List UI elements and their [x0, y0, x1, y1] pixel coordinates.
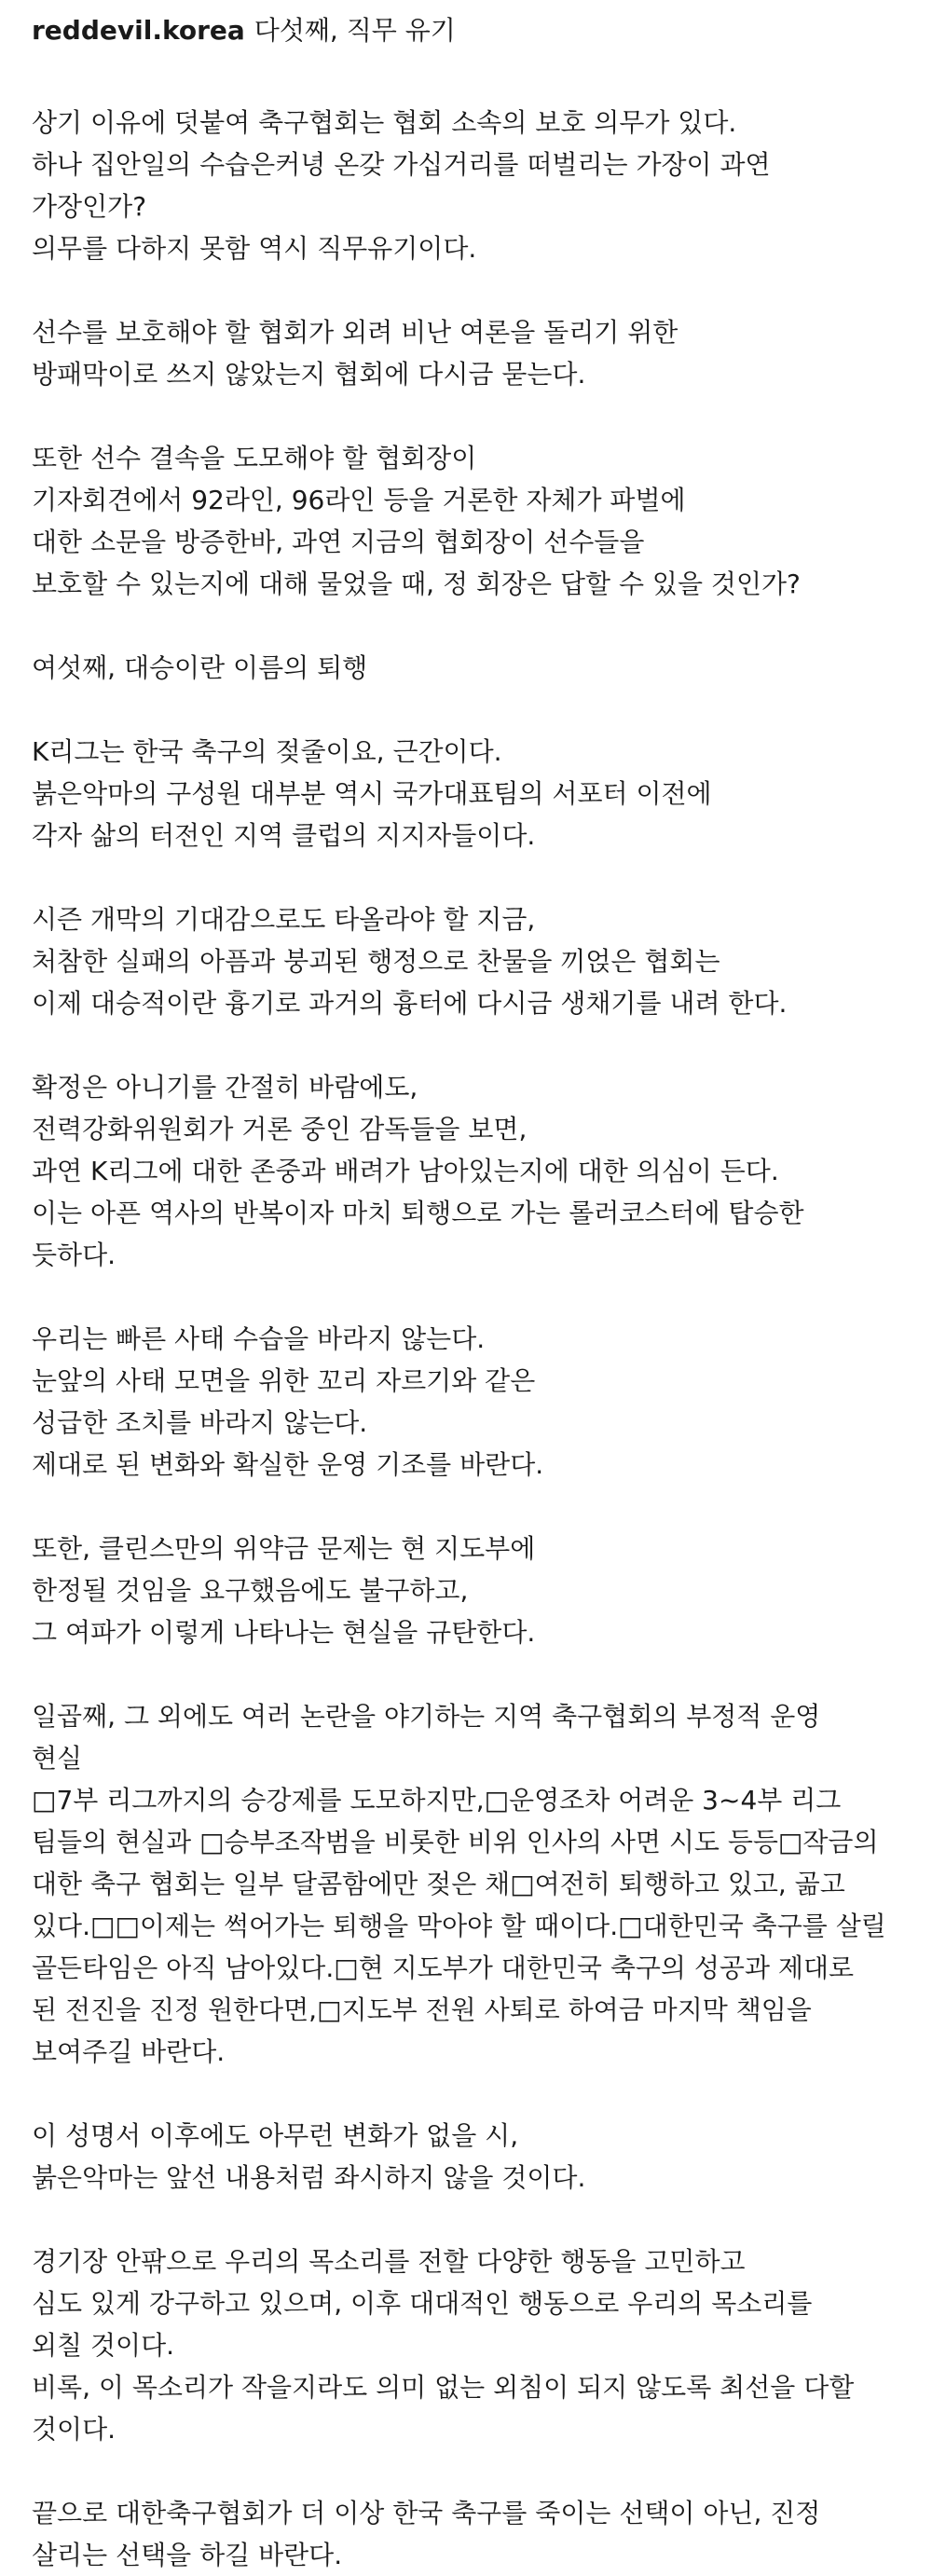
paragraph [32, 60, 910, 269]
paragraph [32, 731, 910, 856]
text-line: 일곱째, 그 외에도 여러 논란을 야기하는 지역 축구협회의 부정적 운영 [32, 1701, 821, 1732]
text-line: 상기 이유에 덧붙여 축구협회는 협회 소속의 보호 의무가 있다. [32, 107, 737, 138]
text-line: 제대로 된 변화와 확실한 운영 기조를 바란다. [32, 1449, 544, 1480]
text-line: 이 성명서 이후에도 아무런 변화가 없을 시, [32, 2120, 519, 2151]
text-line: 있다.□□이제는 썩어가는 퇴행을 막아야 할 때이다.□대한민국 축구를 살릴 [32, 1911, 886, 1941]
text-line: 된 전진을 진정 원한다면,□지도부 전원 사퇴로 하여금 마지막 책임을 [32, 1994, 812, 2025]
text-line: 이제 대승적이란 흉기로 과거의 흉터에 다시금 생채기를 내려 한다. [32, 988, 788, 1019]
text-line: 선수를 보호해야 할 협회가 외려 비난 여론을 돌리기 위한 [32, 317, 678, 348]
paragraph-gap [32, 605, 910, 647]
text-line: 또한 선수 결속을 도모해야 할 협회장이 [32, 443, 477, 473]
paragraph-gap [32, 1276, 910, 1318]
paragraph-gap [32, 2199, 910, 2240]
paragraph [32, 1318, 910, 1486]
paragraph-gap [32, 2450, 910, 2492]
paragraph-gap [32, 395, 910, 437]
text-line: 눈앞의 사태 모면을 위한 꼬리 자르기와 같은 [32, 1365, 536, 1396]
text-line: 살리는 선택을 하길 바란다. [32, 2540, 343, 2570]
text-line: K리그는 한국 축구의 젖줄이요, 근간이다. [32, 736, 502, 767]
author-handle[interactable]: reddevil.korea [32, 14, 245, 46]
post-header [32, 0, 910, 60]
paragraph [32, 2240, 910, 2450]
text-line: 끝으로 대한축구협회가 더 이상 한국 축구를 죽이는 선택이 아닌, 진정 [32, 2498, 821, 2528]
text-line: 듯하다. [32, 1240, 116, 1270]
paragraph [32, 437, 910, 605]
paragraph-gap [32, 1024, 910, 1066]
blank-line [32, 60, 910, 102]
text-line: 심도 있게 강구하고 있으며, 이후 대대적인 행동으로 우리의 목소리를 [32, 2288, 813, 2319]
text-line: 경기장 안팎으로 우리의 목소리를 전할 다양한 행동을 고민하고 [32, 2246, 746, 2277]
text-line: 팀들의 현실과 □승부조작범을 비롯한 비위 인사의 사면 시도 등등□작금의 [32, 1827, 879, 1857]
text-line: 하나 집안일의 수습은커녕 온갖 가십거리를 떠벌리는 가장이 과연 [32, 149, 771, 180]
text-line: 확정은 아니기를 간절히 바람에도, [32, 1072, 418, 1103]
text-line: 여섯째, 대승이란 이름의 퇴행 [32, 652, 368, 683]
text-line: 보호할 수 있는지에 대해 물었을 때, 정 회장은 답할 수 있을 것인가? [32, 569, 801, 599]
text-line: □7부 리그까지의 승강제를 도모하지만,□운영조차 어려운 3~4부 리그 [32, 1785, 842, 1816]
text-line: 보여주길 바란다. [32, 2036, 226, 2067]
paragraph-gap [32, 269, 910, 311]
paragraph [32, 898, 910, 1024]
text-line: 또한, 클린스만의 위약금 문제는 현 지도부에 [32, 1533, 536, 1564]
text-line: 과연 K리그에 대한 존중과 배려가 남아있는지에 대한 의심이 든다. [32, 1156, 779, 1186]
text-line: 외칠 것이다. [32, 2330, 175, 2361]
text-line: 대한 축구 협회는 일부 달콤함에만 젖은 채□여전히 퇴행하고 있고, 곪고 [32, 1869, 845, 1899]
paragraph [32, 2115, 910, 2199]
text-line: 붉은악마의 구성원 대부분 역시 국가대표팀의 서포터 이전에 [32, 778, 712, 809]
text-line: 처참한 실패의 아픔과 붕괴된 행정으로 찬물을 끼얹은 협회는 [32, 946, 720, 977]
paragraph [32, 311, 910, 395]
text-line: 기자회견에서 92라인, 96라인 등을 거론한 자체가 파벌에 [32, 485, 686, 515]
paragraph [32, 1066, 910, 1276]
paragraph [32, 647, 910, 689]
paragraph-gap [32, 1486, 910, 1528]
text-line: 그 여파가 이렇게 나타나는 현실을 규탄한다. [32, 1617, 536, 1648]
text-line: 비록, 이 목소리가 작을지라도 의미 없는 외침이 되지 않도록 최선을 다할 [32, 2372, 855, 2403]
text-line: 한정될 것임을 요구했음에도 불구하고, [32, 1575, 469, 1606]
text-line: 붉은악마는 앞선 내용처럼 좌시하지 않을 것이다. [32, 2162, 586, 2193]
section-title: 다섯째, 직무 유기 [254, 14, 456, 46]
text-line: 가장인가? [32, 191, 147, 222]
post-body [32, 60, 910, 2576]
text-line: 전력강화위원회가 거론 중인 감독들을 보면, [32, 1114, 528, 1144]
text-line: 의무를 다하지 못함 역시 직무유기이다. [32, 233, 477, 264]
paragraph-gap [32, 1653, 910, 1695]
paragraph-gap [32, 856, 910, 898]
paragraph-gap [32, 689, 910, 731]
paragraph [32, 1695, 910, 2073]
text-line: 성급한 조치를 바라지 않는다. [32, 1407, 368, 1438]
text-line: 것이다. [32, 2414, 116, 2445]
paragraph [32, 2492, 910, 2576]
text-line: 시즌 개막의 기대감으로도 타올라야 할 지금, [32, 904, 536, 935]
text-line: 이는 아픈 역사의 반복이자 마치 퇴행으로 가는 롤러코스터에 탑승한 [32, 1198, 804, 1228]
text-line: 각자 삶의 터전인 지역 클럽의 지지자들이다. [32, 820, 536, 851]
text-line: 우리는 빠른 사태 수습을 바라지 않는다. [32, 1323, 486, 1354]
paragraph [32, 1528, 910, 1653]
text-line: 방패막이로 쓰지 않았는지 협회에 다시금 묻는다. [32, 359, 586, 390]
text-line: 현실 [32, 1743, 83, 1774]
paragraph-gap [32, 2073, 910, 2115]
text-line: 골든타임은 아직 남아있다.□현 지도부가 대한민국 축구의 성공과 제대로 [32, 1953, 855, 1983]
text-line: 대한 소문을 방증한바, 과연 지금의 협회장이 선수들을 [32, 527, 645, 557]
